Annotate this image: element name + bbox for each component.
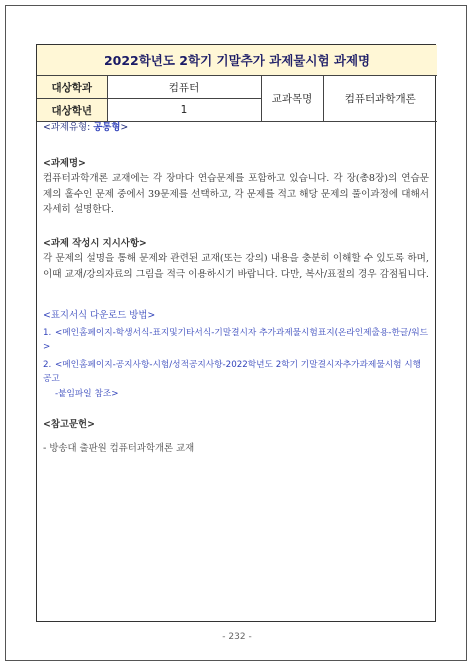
instructions-text: 각 문제의 설명을 통해 문제와 관련된 교재(또는 강의) 내용을 충분히 이해할 수 있도록 하며, 이때 교재/강의자료의 그림을 적극 이용하시기 바랍니다. 다만, 복사/표절의 경우 감점됩니다. bbox=[43, 253, 429, 280]
dept-value: 컴퓨터 bbox=[107, 76, 261, 99]
page-number: - 232 - bbox=[222, 632, 252, 642]
page-title: 2022학년도 2학기 기말추가 과제물시험 과제명 bbox=[37, 45, 437, 76]
download-item-2-cont: -붙임파일 참조> bbox=[55, 388, 119, 399]
task-text: 컴퓨터과학개론 교재에는 각 장마다 연습문제를 포함하고 있습니다. 각 장(총8장)의 연습문제의 홀수인 문제 중에서 39문제를 선택하고, 각 문제를 적고 해당 문제의 풀이과정에 대해서 자세히 설명한다. bbox=[43, 173, 429, 215]
download-item-2-num: 2. bbox=[43, 359, 52, 370]
references-label: <참고문헌> bbox=[43, 419, 95, 430]
type-label: <과제유형: bbox=[43, 122, 91, 133]
instructions-label: <과제 작성시 지시사항> bbox=[43, 237, 147, 249]
year-value: 1 bbox=[107, 99, 261, 122]
download-item-1[interactable] bbox=[43, 326, 429, 355]
type-line bbox=[43, 120, 429, 136]
subject-label: 교과목명 bbox=[261, 76, 323, 122]
year-label: 대상학년 bbox=[37, 99, 107, 122]
download-item-2-text: <메인홈페이지-공지사항-시험/성적공지사항-2022학년도 2학기 기말결시자추가과제물시험 시행공고 bbox=[43, 359, 422, 384]
subject-value: 컴퓨터과학개론 bbox=[323, 76, 437, 122]
download-item-1-text: <메인홈페이지-학생서식-표지및기타서식-기말결시자 추가과제물시험표지(온라인제출용-한글/워드> bbox=[43, 327, 428, 352]
dept-label: 대상학과 bbox=[37, 76, 107, 99]
header-table bbox=[37, 45, 437, 122]
content-body bbox=[43, 120, 429, 456]
download-item-2[interactable] bbox=[43, 358, 429, 387]
type-close: > bbox=[120, 122, 129, 133]
download-label: <표지서식 다운로드 방법> bbox=[43, 310, 156, 321]
type-value: 공통형 bbox=[93, 122, 121, 133]
download-item-1-num: 1. bbox=[43, 327, 52, 338]
task-label: <과제명> bbox=[43, 157, 86, 169]
exam-sheet bbox=[36, 44, 436, 622]
references-item: - 방송대 출판원 컴퓨터과학개론 교재 bbox=[43, 442, 195, 454]
